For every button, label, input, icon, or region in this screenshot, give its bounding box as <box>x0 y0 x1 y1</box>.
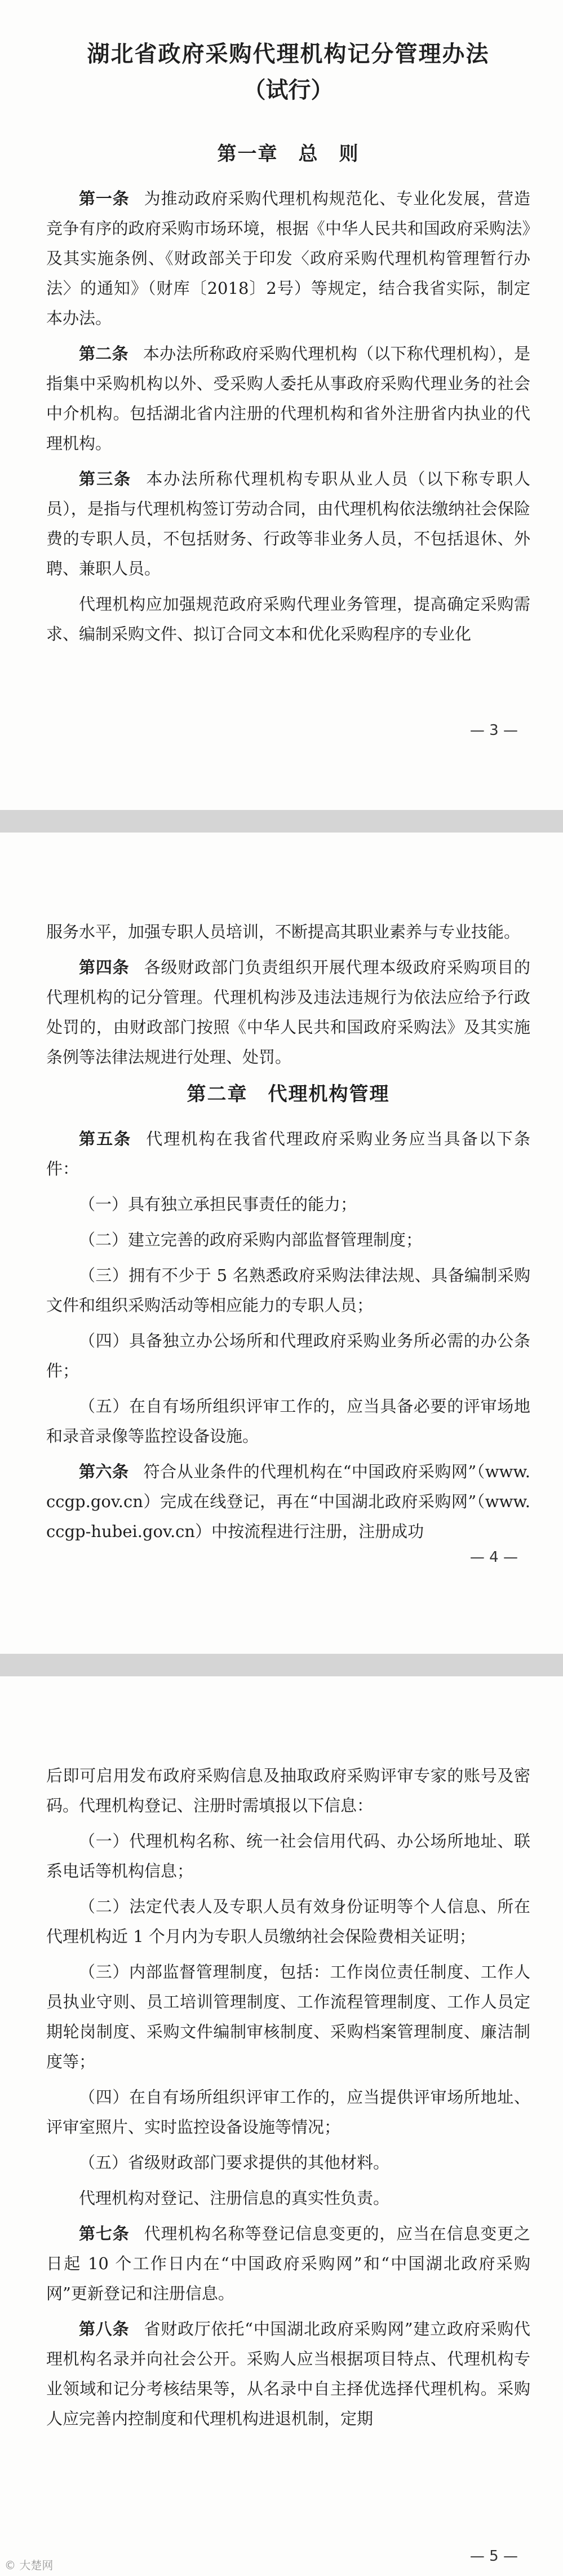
chapter-1-heading: 第一章 总 则 <box>217 143 360 165</box>
page-number: — 3 — <box>469 722 518 739</box>
article-3-continued: 代理机构应加强规范政府采购代理业务管理，提高确定采购需求、编制采购文件、拟订合同文本和优化采购程序的专业化 <box>46 595 530 644</box>
page-number: — 4 — <box>469 1549 518 1566</box>
article-label: 第一条 <box>79 189 130 208</box>
article-label: 第八条 <box>79 2319 130 2339</box>
paragraph-continued: 后即可启用发布政府采购信息及抽取政府采购评审专家的账号及密码。代理机构登记、注册时需填报以下信息： <box>46 1766 530 1815</box>
article-text: 为推动政府采购代理机构规范化、专业化发展，营造竞争有序的政府采购市场环境，根据《中华人民共和国政府采购法》及其实施条例、《财政部关于印发〈政府采购代理机构管理暂行办法〉的通知》（财库〔2018〕2号）等规定，结合我省实际，制定本办法。 <box>46 189 530 328</box>
list-item: （三）拥有不少于 5 名熟悉政府采购法律法规、具备编制采购文件和组织采购活动等相应能力的专职人员； <box>46 1266 530 1315</box>
article-7 <box>46 2219 530 2309</box>
list-item: （二）法定代表人及专职人员有效身份证明等个人信息、所在代理机构近 1 个月内为专职人员缴纳社会保险费相关证明； <box>46 1897 530 1946</box>
article-4 <box>46 953 530 1072</box>
list-item: （一）代理机构名称、统一社会信用代码、办公场所地址、联系电话等机构信息； <box>46 1831 530 1881</box>
article-label: 第七条 <box>79 2224 130 2243</box>
document-page-3 <box>0 0 563 810</box>
article-5 <box>46 1124 530 1184</box>
watermark: © 大楚网 <box>5 2559 54 2572</box>
paragraph-continued: 服务水平，加强专职人员培训，不断提高其职业素养与专业技能。 <box>46 922 521 941</box>
page-number: — 5 — <box>469 2548 518 2565</box>
document-page-5 <box>0 1676 563 2576</box>
document-subtitle: （试行） <box>243 77 334 103</box>
article-text: 各级财政部门负责组织开展代理本级政府采购项目的代理机构的记分管理。代理机构涉及违法违规行为依法应给予行政处罚的，由财政部门按照《中华人民共和国政府采购法》及其实施条例等法律法规进行处理、处罚。 <box>46 958 530 1067</box>
article-label: 第五条 <box>79 1129 132 1148</box>
list-item: （三）内部监督管理制度，包括：工作岗位责任制度、工作人员执业守则、员工培训管理制度、工作流程管理制度、工作人员定期轮岗制度、采购文件编制审核制度、采购档案管理制度、廉洁制度等； <box>46 1962 530 2071</box>
list-item: （四）具备独立办公场所和代理政府采购业务所必需的办公条件； <box>46 1331 530 1380</box>
article-text: 省财政厅依托“中国湖北政府采购网”建立政府采购代理机构名录并向社会公开。采购人应当根据项目特点、代理机构专业领域和记分考核结果等，从名录中自主择优选择代理机构。采购人应完善内控制度和代理机构进退机制，定期 <box>46 2319 530 2428</box>
article-1 <box>46 184 530 333</box>
document-page-4 <box>0 833 563 1654</box>
article-label: 第四条 <box>79 958 130 977</box>
article-text: 代理机构在我省代理政府采购业务应当具备以下条件： <box>46 1129 530 1178</box>
article-6 <box>46 1457 530 1547</box>
article-text: 符合从业条件的代理机构在“中国政府采购网”（www.ccgp.gov.cn）完成在线登记，再在“中国湖北政府采购网”（www.ccgp-hubei.gov.cn）中按流程进行注册，注册成功 <box>46 1462 530 1541</box>
article-text: 本办法所称代理机构专职从业人员（以下称专职人员），是指与代理机构签订劳动合同，由代理机构依法缴纳社会保险费的专职人员，不包括财务、行政等非业务人员，不包括退休、外聘、兼职人员。 <box>46 469 530 578</box>
list-item: （一）具有独立承担民事责任的能力； <box>79 1195 357 1214</box>
article-text: 本办法所称政府采购代理机构（以下称代理机构），是指集中采购机构以外、受采购人委托从事政府采购代理业务的社会中介机构。包括湖北省内注册的代理机构和省外注册省内执业的代理机构。 <box>46 344 530 453</box>
paragraph: 代理机构对登记、注册信息的真实性负责。 <box>79 2189 390 2208</box>
list-item: （四）在自有场所组织评审工作的，应当提供评审场所地址、评审室照片、实时监控设备设施等情况； <box>46 2088 530 2137</box>
list-item: （五）在自有场所组织评审工作的，应当具备必要的评审场地和录音录像等监控设备设施。 <box>46 1397 530 1446</box>
article-label: 第六条 <box>79 1462 129 1481</box>
document-title: 湖北省政府采购代理机构记分管理办法 <box>87 41 490 67</box>
article-label: 第二条 <box>79 344 128 363</box>
article-8 <box>46 2314 530 2434</box>
list-item: （五）省级财政部门要求提供的其他材料。 <box>79 2153 390 2172</box>
article-label: 第三条 <box>79 469 132 488</box>
article-2 <box>46 339 530 459</box>
article-text: 代理机构名称等登记信息变更的，应当在信息变更之日起 10 个工作日内在“中国政府采购网”和“中国湖北政府采购网”更新登记和注册信息。 <box>46 2224 530 2303</box>
list-item: （二）建立完善的政府采购内部监督管理制度； <box>79 1230 423 1249</box>
article-3 <box>46 464 530 584</box>
chapter-2-heading: 第二章 代理机构管理 <box>187 1083 390 1106</box>
